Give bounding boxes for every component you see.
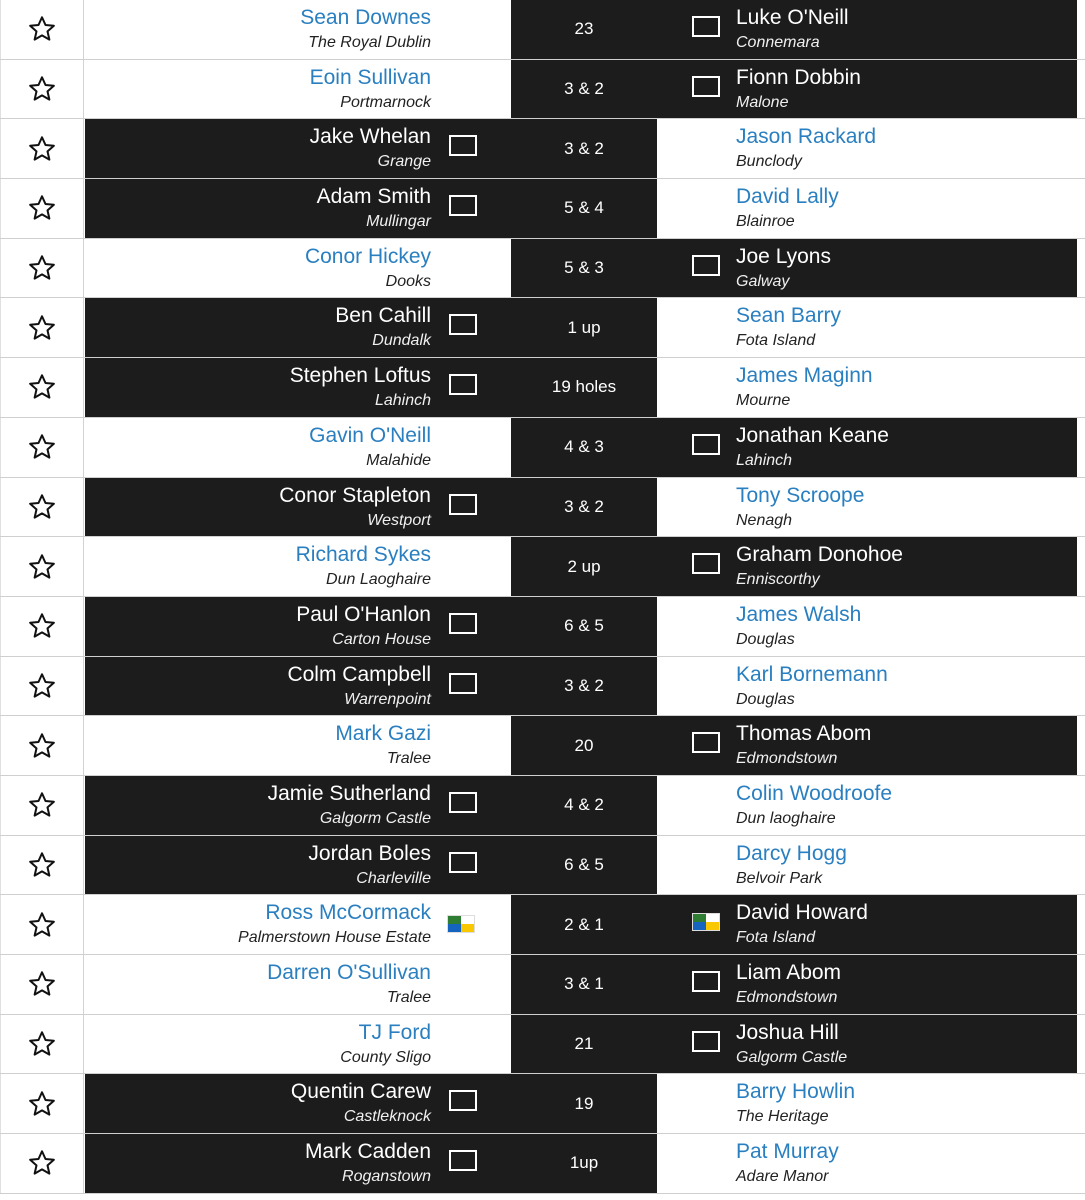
match-result: [511, 179, 657, 238]
player-club: Westport: [367, 511, 431, 529]
winner-box-icon: [449, 374, 477, 395]
winner-box-icon: [692, 732, 720, 753]
player-info: [310, 64, 431, 115]
player-club: Dun laoghaire: [736, 809, 836, 827]
player-name[interactable]: Stephen Loftus: [289, 364, 431, 388]
player-name[interactable]: Luke O'Neill: [736, 6, 849, 29]
favourite-star-icon[interactable]: [0, 537, 84, 596]
winner-arrow-icon: [491, 776, 511, 836]
player-club: Galway: [736, 272, 790, 290]
player-info: [736, 601, 861, 652]
right-player-cell: [657, 298, 1077, 357]
left-player-cell: [85, 418, 511, 477]
player-name[interactable]: Barry Howlin: [736, 1080, 856, 1104]
player-club: Warrenpoint: [344, 690, 431, 708]
match-result: [511, 60, 657, 119]
match-score: 6 & 5: [564, 854, 604, 874]
left-player-cell: [85, 119, 511, 178]
player-info: [310, 123, 431, 174]
player-club: Tralee: [386, 989, 431, 1006]
right-player-cell: [657, 1134, 1077, 1193]
winner-box-icon: [449, 673, 477, 694]
match-score: 3 & 1: [564, 974, 604, 994]
match-row: [0, 358, 1085, 418]
player-name[interactable]: Mark Gazi: [335, 722, 431, 746]
player-name[interactable]: Colm Campbell: [287, 662, 431, 686]
player-name[interactable]: Richard Sykes: [295, 543, 431, 567]
player-name[interactable]: Mark Cadden: [304, 1140, 431, 1164]
match-row: [0, 478, 1085, 538]
match-row: [0, 60, 1085, 120]
player-info: [305, 243, 431, 294]
player-club: Connemara: [736, 34, 820, 51]
favourite-star-icon[interactable]: [0, 60, 84, 119]
winner-box-icon: [449, 852, 477, 873]
winner-arrow-icon: [657, 1015, 677, 1075]
player-info: [340, 1019, 431, 1070]
left-player-cell: [85, 298, 511, 357]
player-info: [736, 4, 849, 55]
match-score: 3 & 2: [564, 138, 604, 158]
player-info: [736, 840, 847, 891]
winner-arrow-icon: [657, 537, 677, 597]
left-player-cell: [85, 1015, 511, 1074]
player-club: Lahinch: [736, 451, 793, 469]
winner-box-icon: [692, 553, 720, 574]
player-info: [736, 302, 841, 353]
player-name[interactable]: Liam Abom: [736, 961, 842, 984]
favourite-star-icon[interactable]: [0, 478, 84, 537]
player-info: [736, 661, 888, 712]
player-name[interactable]: James Maginn: [736, 364, 873, 388]
player-info: [736, 720, 871, 771]
player-club: Roganstown: [342, 1168, 431, 1186]
left-player-cell: [85, 716, 511, 775]
match-score: 6 & 5: [564, 616, 604, 636]
match-score: 21: [574, 1034, 594, 1054]
match-score: 1 up: [567, 317, 601, 337]
right-player-cell: [657, 1074, 1077, 1133]
winner-box-icon: [449, 195, 477, 216]
match-row: [0, 716, 1085, 776]
winner-arrow-icon: [657, 239, 677, 299]
match-result: [511, 298, 657, 357]
player-club: Mullingar: [366, 213, 431, 231]
winner-arrow-icon: [491, 1134, 511, 1194]
left-player-cell: [85, 537, 511, 596]
player-info: [736, 899, 868, 950]
winner-box-icon: [692, 434, 720, 455]
winner-arrow-icon: [657, 955, 677, 1015]
player-info: [736, 1078, 855, 1129]
player-club: Edmondstown: [736, 989, 838, 1006]
match-score: 20: [574, 735, 594, 755]
player-club: Bunclody: [736, 153, 802, 171]
match-row: [0, 895, 1085, 955]
player-club: Adare Manor: [736, 1168, 829, 1186]
winner-box-icon: [449, 1090, 477, 1111]
left-player-cell: [85, 179, 511, 238]
player-info: [300, 4, 431, 55]
right-player-cell: [657, 1015, 1077, 1074]
player-name[interactable]: Conor Stapleton: [279, 483, 431, 507]
winner-arrow-icon: [657, 60, 677, 120]
match-result: [511, 657, 657, 716]
player-club: Malahide: [366, 451, 431, 469]
player-info: [296, 601, 431, 652]
player-info: [736, 183, 839, 234]
favourite-star-icon[interactable]: [0, 358, 84, 417]
match-result: [511, 955, 657, 1014]
player-name[interactable]: Jonathan Keane: [736, 423, 889, 447]
match-result: [511, 0, 657, 59]
player-club: Malone: [736, 93, 789, 111]
provincial-flag-icon: [692, 913, 720, 931]
player-name[interactable]: Gavin O'Neill: [309, 423, 431, 447]
winner-arrow-icon: [657, 895, 677, 955]
winner-arrow-icon: [491, 179, 511, 239]
match-score: 19 holes: [551, 377, 617, 397]
match-score: 19: [574, 1093, 594, 1113]
left-player-cell: [85, 955, 511, 1014]
player-club: Fota Island: [736, 332, 816, 350]
winner-arrow-icon: [657, 0, 677, 60]
winner-box-icon: [692, 255, 720, 276]
player-info: [736, 123, 876, 174]
player-club: Douglas: [736, 630, 795, 648]
left-player-cell: [85, 597, 511, 656]
player-name[interactable]: Jason Rackard: [736, 125, 877, 149]
winner-box-icon: [449, 613, 477, 634]
player-info: [296, 541, 431, 592]
right-player-cell: [657, 60, 1077, 119]
player-info: [309, 422, 431, 473]
favourite-star-icon[interactable]: [0, 298, 84, 357]
player-club: Portmarnock: [340, 93, 431, 111]
player-name[interactable]: James Walsh: [736, 602, 862, 626]
match-result: [511, 597, 657, 656]
match-result: [511, 895, 657, 954]
left-player-cell: [85, 358, 511, 417]
player-name[interactable]: Fionn Dobbin: [736, 65, 861, 89]
favourite-star-icon[interactable]: [0, 1015, 84, 1074]
player-club: Blainroe: [736, 213, 795, 231]
left-player-cell: [85, 657, 511, 716]
player-info: [287, 661, 431, 712]
player-info: [308, 840, 431, 891]
player-info: [736, 959, 841, 1010]
match-score: 2 & 1: [564, 914, 604, 934]
right-player-cell: [657, 119, 1077, 178]
winner-box-icon: [449, 1150, 477, 1171]
winner-box-icon: [692, 16, 720, 37]
match-result: [511, 119, 657, 178]
match-result: [511, 418, 657, 477]
match-result: [511, 358, 657, 417]
match-score: 1up: [569, 1153, 599, 1173]
favourite-star-icon[interactable]: [0, 418, 84, 477]
player-name[interactable]: Joshua Hill: [736, 1020, 839, 1044]
right-player-cell: [657, 418, 1077, 477]
match-score: 3 & 2: [564, 79, 604, 99]
favourite-star-icon[interactable]: [0, 597, 84, 656]
favourite-star-icon[interactable]: [0, 239, 84, 298]
match-score: 2 up: [567, 556, 601, 576]
right-player-cell: [657, 597, 1077, 656]
match-row: [0, 836, 1085, 896]
player-club: Enniscorthy: [736, 571, 820, 589]
match-score: 5 & 3: [564, 258, 604, 278]
player-info: [335, 302, 431, 353]
match-row: [0, 298, 1085, 358]
player-club: Mourne: [736, 392, 791, 410]
right-player-cell: [657, 358, 1077, 417]
right-player-cell: [657, 537, 1077, 596]
player-info: [305, 1138, 431, 1189]
player-info: [736, 1138, 839, 1189]
player-club: Charleville: [356, 869, 431, 887]
player-name[interactable]: TJ Ford: [358, 1020, 431, 1044]
player-info: [736, 541, 903, 592]
player-info: [291, 1078, 431, 1129]
player-club: Grange: [377, 153, 431, 171]
favourite-star-icon[interactable]: [0, 1074, 84, 1133]
left-player-cell: [85, 0, 511, 59]
player-name[interactable]: Sean Barry: [736, 304, 842, 328]
player-club: Dun Laoghaire: [326, 571, 431, 589]
favourite-star-icon[interactable]: [0, 1134, 84, 1193]
left-player-cell: [85, 836, 511, 895]
right-player-cell: [657, 776, 1077, 835]
player-name[interactable]: Joe Lyons: [736, 244, 831, 268]
winner-box-icon: [449, 792, 477, 813]
winner-box-icon: [449, 314, 477, 335]
left-player-cell: [85, 239, 511, 298]
player-info: [267, 959, 431, 1010]
player-info: [736, 362, 873, 413]
left-player-cell: [85, 60, 511, 119]
favourite-star-icon[interactable]: [0, 179, 84, 238]
left-player-cell: [85, 478, 511, 537]
player-club: Edmondstown: [736, 750, 838, 768]
player-club: Nenagh: [736, 511, 793, 529]
match-row: [0, 955, 1085, 1015]
player-name[interactable]: David Lally: [736, 185, 839, 209]
winner-box-icon: [692, 76, 720, 97]
match-result: [511, 836, 657, 895]
player-name[interactable]: Ben Cahill: [335, 304, 431, 328]
player-info: [279, 482, 431, 533]
match-row: [0, 119, 1085, 179]
favourite-star-icon[interactable]: [0, 716, 84, 775]
player-info: [736, 422, 889, 473]
match-score: 23: [574, 19, 594, 39]
player-name[interactable]: Jake Whelan: [309, 125, 431, 149]
match-result: [511, 1074, 657, 1133]
player-club: Fota Island: [736, 929, 816, 947]
player-club: Carton House: [332, 630, 431, 648]
right-player-cell: [657, 0, 1077, 59]
winner-arrow-icon: [491, 1074, 511, 1134]
match-result: [511, 537, 657, 596]
right-player-cell: [657, 478, 1077, 537]
provincial-flag-icon: [447, 915, 475, 933]
right-player-cell: [657, 179, 1077, 238]
player-name[interactable]: David Howard: [736, 901, 868, 925]
player-name[interactable]: Jamie Sutherland: [267, 781, 431, 805]
favourite-star-icon[interactable]: [0, 0, 84, 59]
player-club: Dooks: [385, 272, 431, 290]
match-row: [0, 418, 1085, 478]
favourite-star-icon[interactable]: [0, 119, 84, 178]
match-row: [0, 537, 1085, 597]
match-row: [0, 1134, 1085, 1194]
match-row: [0, 179, 1085, 239]
player-name[interactable]: Tony Scroope: [736, 483, 865, 507]
left-player-cell: [85, 776, 511, 835]
player-club: Galgorm Castle: [736, 1048, 848, 1066]
winner-arrow-icon: [491, 119, 511, 179]
player-info: [736, 243, 831, 294]
player-club: Dundalk: [372, 332, 431, 350]
player-name[interactable]: Thomas Abom: [736, 722, 872, 746]
player-club: Tralee: [386, 750, 431, 768]
match-score: 4 & 2: [564, 795, 604, 815]
player-info: [736, 1019, 847, 1070]
right-player-cell: [657, 836, 1077, 895]
player-name[interactable]: Darren O'Sullivan: [267, 961, 431, 984]
player-club: The Heritage: [736, 1108, 829, 1126]
player-club: Galgorm Castle: [319, 809, 431, 827]
player-name[interactable]: Conor Hickey: [304, 244, 431, 268]
match-result: [511, 1134, 657, 1193]
winner-box-icon: [449, 135, 477, 156]
player-name[interactable]: Pat Murray: [736, 1140, 839, 1164]
match-row: [0, 239, 1085, 299]
player-club: Belvoir Park: [736, 869, 823, 887]
match-result: [511, 478, 657, 537]
favourite-star-icon[interactable]: [0, 657, 84, 716]
winner-arrow-icon: [657, 716, 677, 776]
player-info: [268, 780, 431, 831]
player-name[interactable]: Jordan Boles: [308, 841, 431, 865]
match-score: 5 & 4: [564, 198, 604, 218]
match-score: 3 & 2: [564, 496, 604, 516]
player-name[interactable]: Graham Donohoe: [736, 543, 903, 567]
player-info: [238, 899, 431, 950]
player-info: [736, 780, 892, 831]
player-name[interactable]: Adam Smith: [316, 185, 431, 209]
winner-arrow-icon: [657, 418, 677, 478]
favourite-star-icon[interactable]: [0, 895, 84, 954]
player-club: Douglas: [736, 690, 795, 708]
player-club: County Sligo: [340, 1048, 431, 1066]
favourite-star-icon[interactable]: [0, 955, 84, 1014]
player-info: [335, 720, 431, 771]
right-player-cell: [657, 895, 1077, 954]
player-name[interactable]: Paul O'Hanlon: [296, 602, 431, 626]
favourite-star-icon[interactable]: [0, 836, 84, 895]
left-player-cell: [85, 895, 511, 954]
left-player-cell: [85, 1134, 511, 1193]
player-info: [290, 362, 431, 413]
right-player-cell: [657, 955, 1077, 1014]
player-name[interactable]: Colin Woodroofe: [736, 781, 893, 805]
player-club: Lahinch: [374, 392, 431, 410]
player-club: The Royal Dublin: [308, 34, 431, 51]
player-name[interactable]: Sean Downes: [300, 6, 431, 29]
right-player-cell: [657, 239, 1077, 298]
match-result: [511, 239, 657, 298]
match-result: [511, 716, 657, 775]
player-info: [736, 64, 861, 115]
winner-box-icon: [449, 494, 477, 515]
match-row: [0, 1074, 1085, 1134]
right-player-cell: [657, 657, 1077, 716]
match-row: [0, 776, 1085, 836]
winner-arrow-icon: [491, 836, 511, 896]
winner-box-icon: [692, 971, 720, 992]
player-name[interactable]: Eoin Sullivan: [309, 65, 431, 89]
match-row: [0, 0, 1085, 60]
winner-arrow-icon: [491, 478, 511, 538]
player-name[interactable]: Ross McCormack: [265, 901, 431, 925]
winner-arrow-icon: [491, 298, 511, 358]
player-club: Castleknock: [343, 1108, 431, 1126]
winner-arrow-icon: [491, 657, 511, 717]
match-result: [511, 1015, 657, 1074]
match-row: [0, 657, 1085, 717]
left-player-cell: [85, 1074, 511, 1133]
match-row: [0, 597, 1085, 657]
player-name[interactable]: Karl Bornemann: [736, 662, 888, 686]
player-club: Palmerstown House Estate: [238, 929, 431, 947]
player-name[interactable]: Darcy Hogg: [736, 841, 847, 865]
winner-arrow-icon: [491, 597, 511, 657]
favourite-star-icon[interactable]: [0, 776, 84, 835]
player-info: [317, 183, 431, 234]
match-score: 3 & 2: [564, 675, 604, 695]
player-name[interactable]: Quentin Carew: [290, 1080, 431, 1104]
match-score: 4 & 3: [564, 437, 604, 457]
right-player-cell: [657, 716, 1077, 775]
match-row: [0, 1015, 1085, 1075]
winner-arrow-icon: [491, 358, 511, 418]
winner-box-icon: [692, 1031, 720, 1052]
player-info: [736, 482, 864, 533]
match-result: [511, 776, 657, 835]
